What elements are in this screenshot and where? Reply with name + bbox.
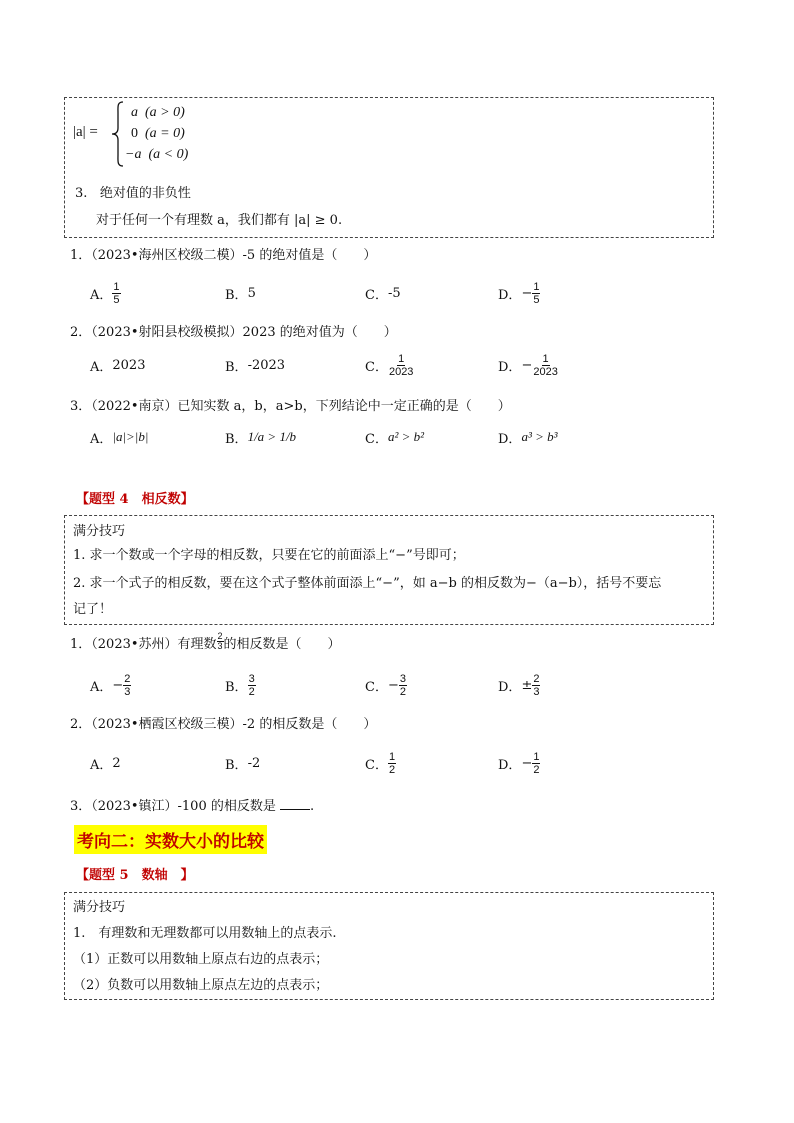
options-opp-1 — [0, 670, 794, 700]
tips-title: 满分技巧 — [73, 900, 126, 915]
section-2-heading: 考向二：实数大小的比较 — [74, 825, 267, 854]
option-a[interactable]: A． − $\frac{2}{3}$ — [90, 672, 131, 698]
abs-lhs: |a| = — [73, 124, 98, 140]
option-d[interactable]: D． − $\frac{1}{2023}$ — [498, 352, 558, 378]
option-b[interactable]: B． -2023 — [225, 357, 286, 375]
question-abs-3: 3．（2022•南京）已知实数 a，b，a>b，下列结论中一定正确的是（ ） — [70, 399, 511, 414]
tips-title: 满分技巧 — [73, 524, 126, 539]
options-opp-2 — [0, 748, 794, 778]
option-d[interactable]: D． − $\frac{1}{5}$ — [498, 280, 540, 306]
option-a[interactable]: A． |a|>|b| — [90, 429, 149, 447]
case-1: a (a > 0) — [131, 105, 185, 120]
tip-line-2: （1）正数可以用数轴上原点右边的点表示； — [73, 952, 329, 967]
tip-2-line-2: 记了！ — [73, 602, 113, 617]
question-opp-2: 2．（2023•栖霞区校级三模）-2 的相反数是（ ） — [70, 717, 377, 732]
options-abs-1 — [0, 278, 794, 308]
option-b[interactable]: B． 5 — [225, 285, 256, 303]
case-3: −a (a < 0) — [125, 147, 189, 162]
question-abs-2: 2．（2023•射阳县校级模拟）2023 的绝对值为（ ） — [70, 325, 397, 340]
question-abs-1: 1．（2023•海州区校级二模）-5 的绝对值是（ ） — [70, 248, 377, 263]
tip-1: 1. 求一个数或一个字母的相反数，只要在它的前面添上“−”号即可； — [73, 548, 465, 563]
type-4-heading: 【题型 4 相反数】 — [76, 492, 194, 507]
option-d[interactable]: D． a³ > b³ — [498, 429, 558, 447]
option-b[interactable]: B． -2 — [225, 755, 261, 773]
tip-line-1: 1. 有理数和无理数都可以用数轴上的点表示. — [73, 926, 337, 941]
option-c[interactable]: C． a² > b² — [365, 429, 425, 447]
option-d[interactable]: D． ± $\frac{2}{3}$ — [498, 672, 540, 698]
question-opp-1: 1．（2023•苏州）有理数 $\frac{2}{3}$ 的相反数是（ ） — [70, 631, 341, 652]
option-a[interactable]: A． 2 — [90, 755, 121, 773]
left-brace — [111, 101, 125, 167]
option-a[interactable]: A． 2023 — [90, 357, 146, 375]
options-abs-2 — [0, 350, 794, 380]
type-5-heading: 【题型 5 数轴 】 — [76, 868, 194, 883]
tip-2-line-1: 2. 求一个式子的相反数，要在这个式子整体前面添上“−”，如 a−b 的相反数为−（a−b），括号不要忘 — [73, 576, 662, 591]
option-c[interactable]: C． $\frac{1}{2}$ — [365, 750, 396, 776]
answer-blank[interactable] — [280, 797, 310, 810]
item-3-text: 对于任何一个有理数 a，我们都有 |a| ≥ 0. — [96, 213, 343, 228]
option-d[interactable]: D． − $\frac{1}{2}$ — [498, 750, 540, 776]
option-b[interactable]: B． 1/a > 1/b — [225, 429, 297, 447]
tip-line-3: （2）负数可以用数轴上原点左边的点表示； — [73, 978, 329, 993]
option-c[interactable]: C． − $\frac{3}{2}$ — [365, 672, 406, 698]
question-opp-3: 3．（2023•镇江）-100 的相反数是 . — [70, 799, 315, 814]
option-c[interactable]: C． $\frac{1}{2023}$ — [365, 352, 414, 378]
options-abs-3 — [0, 422, 794, 452]
case-2: 0 (a = 0) — [131, 126, 185, 141]
option-a[interactable]: A． $\frac{1}{5}$ — [90, 280, 120, 306]
tips-box-type-5 — [64, 892, 714, 1000]
item-3-heading: 3. 绝对值的非负性 — [75, 186, 191, 201]
option-b[interactable]: B． $\frac{3}{2}$ — [225, 672, 255, 698]
option-c[interactable]: C． -5 — [365, 285, 401, 303]
tips-box-type-4 — [64, 515, 714, 625]
definition-box — [64, 97, 714, 238]
